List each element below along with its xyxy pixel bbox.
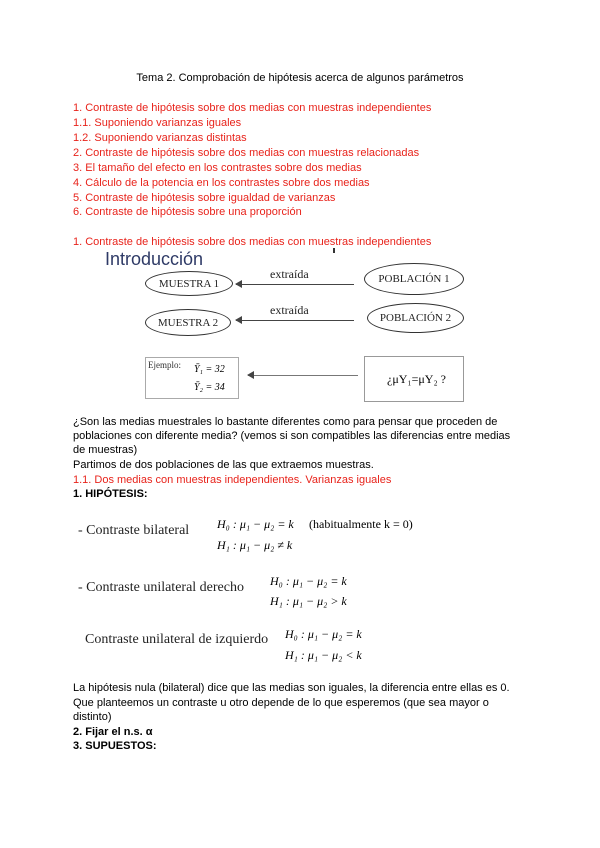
paragraph-line: distinto) xyxy=(73,711,112,723)
subsection-heading: 1.1. Dos medias con muestras independientes. Varianzas iguales xyxy=(73,474,392,486)
sample-2-label: MUESTRA 2 xyxy=(157,316,219,329)
step-1-heading: 1. HIPÓTESIS: xyxy=(73,488,148,500)
toc-item: 4. Cálculo de la potencia en los contrastes sobre dos medias xyxy=(73,177,370,189)
sample-1-label: MUESTRA 1 xyxy=(158,277,220,290)
toc-item: 1.1. Suponiendo varianzas iguales xyxy=(73,117,242,129)
paragraph-line: Partimos de dos poblaciones de las que extraemos muestras. xyxy=(73,459,374,471)
arrow-2-label: extraída xyxy=(270,303,309,317)
example-y2: Ȳ₂ = 34 xyxy=(194,382,225,393)
toc-item: 2. Contraste de hipótesis sobre dos medias con muestras relacionadas xyxy=(73,147,420,159)
page-title: Tema 2. Comprobación de hipótesis acerca de algunos parámetros xyxy=(136,72,464,84)
paragraph-line: ¿Son las medias muestrales lo bastante diferentes como para pensar que proceden de xyxy=(73,416,498,428)
step-3-heading: 3. SUPUESTOS: xyxy=(73,740,157,752)
hypothesis-label: - Contraste bilateral xyxy=(78,523,190,538)
paragraph-line: La hipótesis nula (bilateral) dice que las medias son iguales, la diferencia entre ellas es 0. xyxy=(73,682,510,694)
question-box xyxy=(364,356,464,402)
sample-1-ellipse xyxy=(145,271,233,296)
question-text: ¿μY₁=μY₂ ? xyxy=(387,372,446,386)
paragraph-line: de muestras) xyxy=(73,444,138,456)
h1-formula: H₁ : μ₁ − μ₂ > k xyxy=(270,594,347,608)
population-1-label: POBLACIÓN 1 xyxy=(378,273,450,285)
toc-item: 1.2. Suponiendo varianzas distintas xyxy=(73,132,247,144)
hypothesis-note: (habitualmente k = 0) xyxy=(309,517,413,531)
paragraph-line: Que planteemos un contraste u otro depende de lo que esperemos (que sea mayor o xyxy=(73,697,489,709)
h0-formula: H₀ : μ₁ − μ₂ = k xyxy=(285,627,362,641)
sample-2-ellipse xyxy=(145,309,231,336)
h1-formula: H₁ : μ₁ − μ₂ ≠ k xyxy=(217,538,293,552)
toc-item: 6. Contraste de hipótesis sobre una proporción xyxy=(73,206,302,218)
arrow-left-icon xyxy=(236,320,354,321)
h0-formula: H₀ : μ₁ − μ₂ = k xyxy=(270,574,347,588)
paragraph-line: poblaciones con diferente media? (vemos si son compatibles las diferencias entre medias xyxy=(73,430,511,442)
toc-item: 1. Contraste de hipótesis sobre dos medias con muestras independientes xyxy=(73,102,432,114)
step-2-heading: 2. Fijar el n.s. α xyxy=(73,726,153,738)
population-2-ellipse xyxy=(367,303,464,333)
example-box xyxy=(145,357,239,399)
arrow-left-icon xyxy=(236,284,354,285)
hypothesis-label: - Contraste unilateral derecho xyxy=(78,580,244,595)
section-heading: 1. Contraste de hipótesis sobre dos medias con muestras independientes xyxy=(73,236,432,248)
example-label: Ejemplo: xyxy=(148,360,181,370)
population-2-label: POBLACIÓN 2 xyxy=(379,312,452,324)
hypothesis-label: Contraste unilateral de izquierdo xyxy=(85,632,269,647)
population-1-ellipse xyxy=(364,263,464,295)
toc-item: 5. Contraste de hipótesis sobre igualdad de varianzas xyxy=(73,192,336,204)
example-y1: Ȳ₁ = 32 xyxy=(194,364,225,375)
toc-item: 3. El tamaño del efecto en los contrastes sobre dos medias xyxy=(73,162,362,174)
arrow-left-icon xyxy=(248,375,358,376)
h1-formula: H₁ : μ₁ − μ₂ < k xyxy=(285,648,362,662)
diagram-title: Introducción xyxy=(105,249,204,269)
h0-formula: H₀ : μ₁ − μ₂ = k xyxy=(217,517,294,531)
mark-dot xyxy=(333,248,335,253)
arrow-1-label: extraída xyxy=(270,267,309,281)
